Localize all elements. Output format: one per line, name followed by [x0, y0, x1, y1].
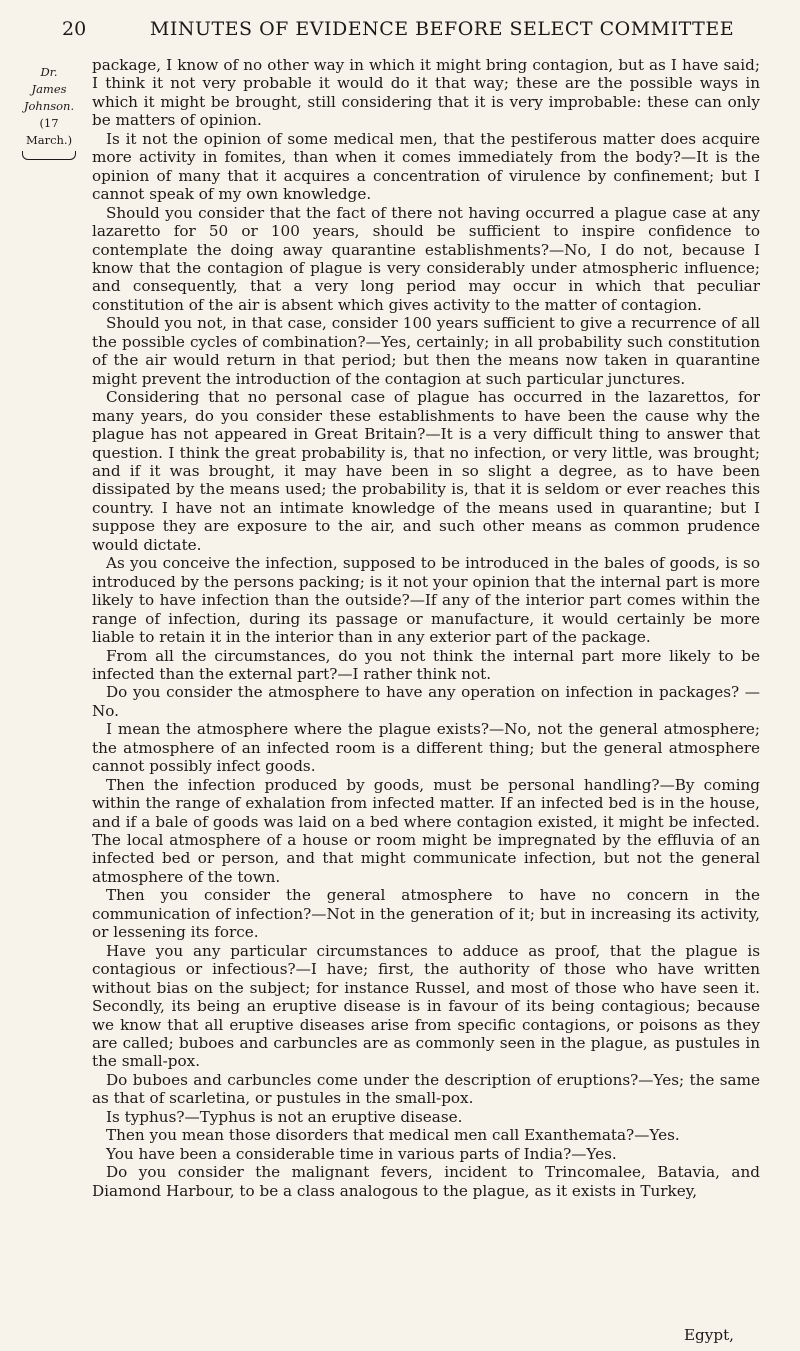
- witness-date: (17 March.): [25, 116, 73, 147]
- paragraph: Do you consider the malignant fevers, incident to Trincomalee, Batavia, and Diamond Harbour, to be a class analogous to the plague, as it exists in Turkey,: [92, 1163, 760, 1200]
- body-text: [92, 56, 760, 1200]
- page-number: 20: [62, 18, 87, 40]
- paragraph: As you conceive the infection, supposed to be introduced in the bales of goods, is so introduced by the persons packing; is it not your opinion that the internal part is more likely to have infection than the outside?—If any of the interior part comes within the range of infection, during its passage or manufacture, it would certainly be more liable to retain it in the interior than in any exterior part of the package.: [92, 554, 760, 647]
- paragraph: Is it not the opinion of some medical men, that the pestiferous matter does acquire more activity in fomites, than when it comes immediately from the body?—It is the opinion of many that it acquires a concentration of virulence by confinement; but I cannot speak of my own knowledge.: [92, 129, 760, 204]
- page-header: [62, 18, 774, 40]
- running-head: MINUTES OF EVIDENCE BEFORE SELECT COMMITTEE: [149, 18, 735, 40]
- paragraph: Then the infection produced by goods, must be personal handling?—By coming within the range of exhalation from infected matter. If an infected bed is in the house, and if a bale of goods was laid on a bed where contagion existed, it might be infected. The local atmosphere of a house or room might be impregnated by the effluvia of an infected bed or person, and that might communicate infection, but not the general atmosphere of the town.: [92, 775, 760, 886]
- paragraph: Do you consider the atmosphere to have any operation on infection in packages? —No.: [92, 683, 760, 720]
- paragraph: Then you mean those disorders that medical men call Exanthemata?—Yes.: [106, 1126, 680, 1145]
- paragraph: Have you any particular circumstances to adduce as proof, that the plague is contagious or infectious?—I have; first, the authority of those who have written without bias on the subject; for instance Russel, and most of those who have seen it. Secondly, its being an eruptive disease is in favour of its being contagious; because we know that all eruptive diseases arise from specific contagions, or poisons as they are called; buboes and carbuncles are as commonly seen in the plague, as pustules in the small-pox.: [92, 941, 760, 1071]
- paragraph: Do buboes and carbuncles come under the description of eruptions?—Yes; the same as that of scarletina, or pustules in the small-pox.: [92, 1070, 760, 1108]
- brace-mark: [22, 151, 76, 160]
- paragraph: You have been a considerable time in various parts of India?—Yes.: [106, 1144, 617, 1163]
- paragraph: Should you not, in that case, consider 100 years sufficient to give a recurrence of all the possible cycles of combination?—Yes, certainly; in all probability such constitution of the air would return in that period; but then the means now taken in quarantine might prevent the introduction of the contagion at such particular junctures.: [92, 314, 760, 388]
- margin-note: [18, 64, 80, 160]
- paragraph: From all the circumstances, do you not think the internal part more likely to be infected than the external part?—I rather think not.: [92, 646, 760, 683]
- paragraph: package, I know of no other way in which it might bring contagion, but as I have said; I think it not very probable it would do it that way; these are the possible ways in which it might be brought, still considering that it is very improbable: these can only be matters of opinion.: [92, 56, 760, 130]
- paragraph: Considering that no personal case of plague has occurred in the lazarettos, for many years, do you consider these establishments to have been the cause why the plague has not appeared in Great Britain?—It is a very difficult thing to answer that question. I think the great probability is, that no infection, or very little, was brought; and if it was brought, it may have been in so slight a degree, as to have been dissipated by the means used; the probability is, that it is seldom or ever reaches this country. I have not an intimate knowledge of the means used in quarantine; but I suppose they are exposure to the air, and such other means as common prudence would dictate.: [92, 388, 760, 554]
- paragraph: Should you consider that the fact of there not having occurred a plague case at any lazaretto for 50 or 100 years, should be sufficient to inspire confidence to contemplate the doing away quarantine establishments?—No, I do not, because I know that the contagion of plague is very considerably under atmospheric influence; and consequently, that a very long period may occur in which that peculiar constitution of the air is absent which gives activity to the matter of contagion.: [92, 203, 760, 314]
- witness-title: Dr.: [40, 65, 58, 79]
- paragraph: Then you consider the general atmosphere to have no concern in the communication of infection?—Not in the generation of it; but in increasing its activity, or lessening its force.: [92, 886, 760, 942]
- paragraph: Is typhus?—Typhus is not an eruptive disease.: [106, 1107, 463, 1126]
- witness-name: James Johnson.: [23, 82, 75, 113]
- catchword: Egypt,: [683, 1326, 734, 1344]
- paragraph: I mean the atmosphere where the plague exists?—No, not the general atmosphere; the atmosphere of an infected room is a different thing; but the general atmosphere cannot possibly infect goods.: [92, 720, 760, 776]
